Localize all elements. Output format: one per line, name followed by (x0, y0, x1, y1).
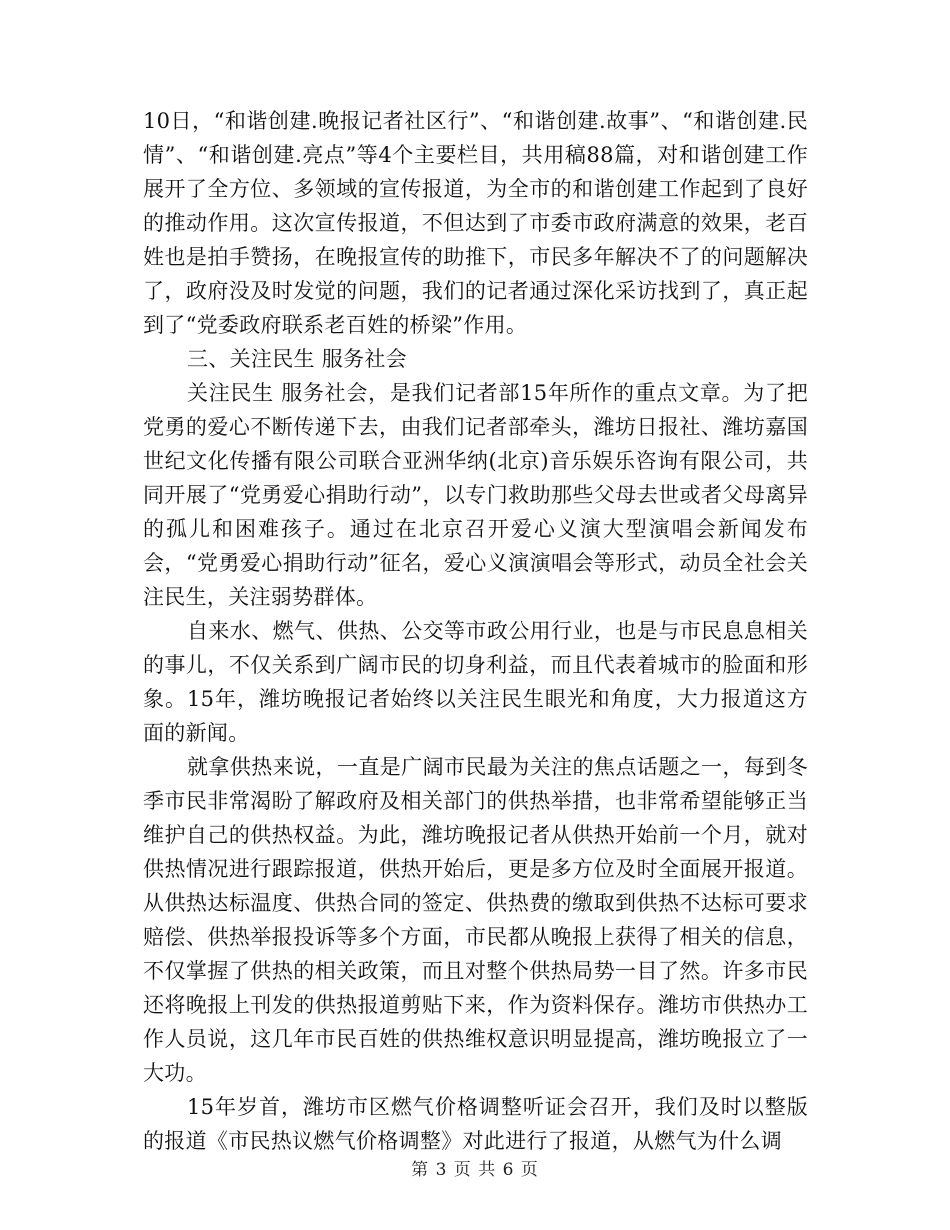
paragraph: 关注民生 服务社会，是我们记者部15年所作的重点文章。为了把党勇的爱心不断传递下去，由我们记者部牵头，潍坊日报社、潍坊嘉国世纪文化传播有限公司联合亚洲华纳(北京)音乐娱乐咨询有限公司，共同开展了“党勇爱心捐助行动”，以专门救助那些父母去世或者父母离异的孤儿和困难孩子。通过在北京召开爱心义演大型演唱会新闻发布会，“党勇爱心捐助行动”征名，爱心义演演唱会等形式，动员全社会关注民生，关注弱势群体。 (143, 381, 808, 609)
paragraph: 15年岁首，潍坊市区燃气价格调整听证会召开，我们及时以整版的报道《市民热议燃气价格调整》对此进行了报道，从燃气为什么调 (143, 1095, 808, 1153)
paragraph: 就拿供热来说，一直是广阔市民最为关注的焦点话题之一，每到冬季市民非常渴盼了解政府及相关部门的供热举措，也非常希望能够正当维护自己的供热权益。为此，潍坊晚报记者从供热开始前一个月，就对供热情况进行跟踪报道，供热开始后，更是多方位及时全面展开报道。从供热达标温度、供热合同的签定、供热费的缴取到供热不达标可要求赔偿、供热举报投诉等多个方面，市民都从晚报上获得了相关的信息，不仅掌握了供热的相关政策，而且对整个供热局势一目了然。许多市民还将晚报上刊发的供热报道剪贴下来，作为资料保存。潍坊市供热办工作人员说，这几年市民百姓的供热维权意识明显提高，潍坊晚报立了一大功。 (143, 755, 808, 1085)
page-footer: 第 3 页 共 6 页 (411, 1160, 539, 1180)
paragraph: 自来水、燃气、供热、公交等市政公用行业，也是与市民息息相关的事儿，不仅关系到广阔市民的切身利益，而且代表着城市的脸面和形象。15年，潍坊晚报记者始终以关注民生眼光和角度，大力报道这方面的新闻。 (143, 619, 808, 745)
document-body (143, 104, 808, 1158)
paragraph: 10日，“和谐创建.晚报记者社区行”、“和谐创建.故事”、“和谐创建.民情”、“和谐创建.亮点”等4个主要栏目，共用稿88篇，对和谐创建工作展开了全方位、多领域的宣传报道，为全市的和谐创建工作起到了良好的推动作用。这次宣传报道，不但达到了市委市政府满意的效果，老百姓也是拍手赞扬，在晚报宣传的助推下，市民多年解决不了的问题解决了，政府没及时发觉的问题，我们的记者通过深化采访找到了，真正起到了“党委政府联系老百姓的桥梁”作用。 (143, 109, 808, 337)
section-heading: 三、关注民生 服务社会 (187, 347, 407, 371)
